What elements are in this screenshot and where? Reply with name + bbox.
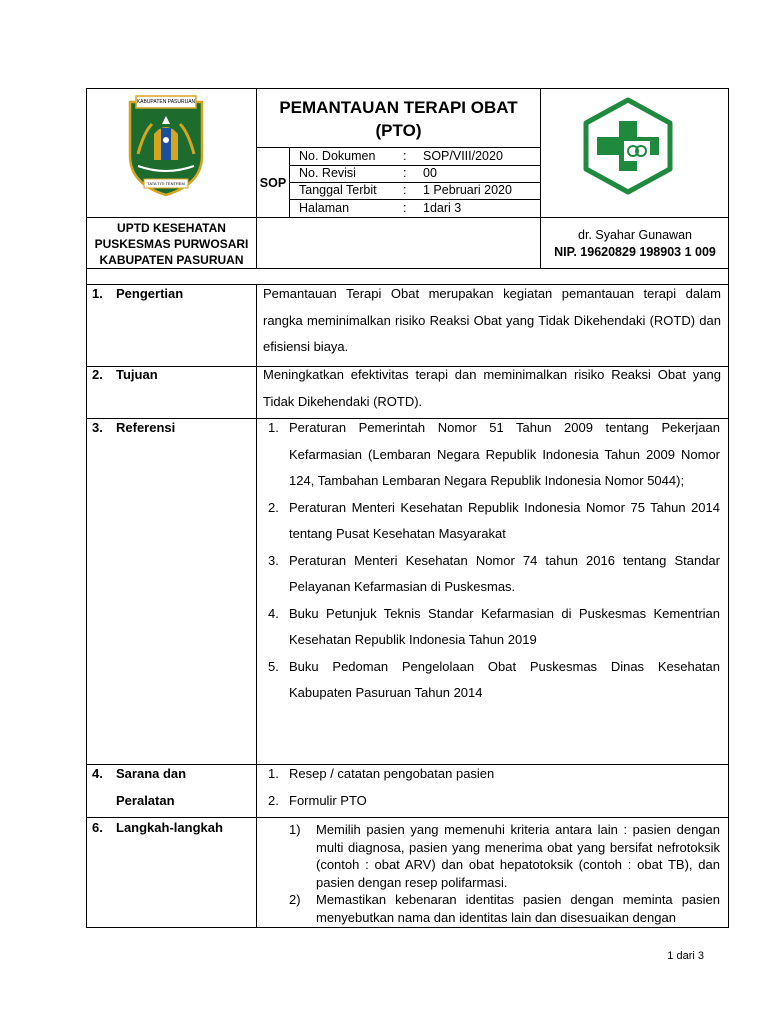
list-text: Buku Petunjuk Teknis Standar Kefarmasian di Puskesmas Kementrian Kesehatan Republik Indonesia Tahun 2019 xyxy=(289,605,720,647)
meta-value: 00 xyxy=(423,166,437,180)
list-text: Peraturan Pemerintah Nomor 51 Tahun 2009 tentang Pekerjaan Kefarmasian (Lembaran Negara Republik Indonesia Tahun 2009 Nomor 124, Tambahan Lembaran Negara Republik Indonesia Nomor 5044); xyxy=(289,420,720,488)
list-number: 1. xyxy=(268,766,279,781)
page-number: 1 dari 3 xyxy=(667,950,704,962)
meta-value: 1 Pebruari 2020 xyxy=(423,183,512,197)
section-number: 2. xyxy=(92,367,103,382)
signer-nip: NIP. 19620829 198903 1 009 xyxy=(554,245,716,259)
list-text: Resep / catatan pengobatan pasien xyxy=(289,766,495,781)
meta-label: Halaman xyxy=(299,201,350,215)
list-text: Buku Pedoman Pengelolaan Obat Puskesmas Dinas Kesehatan Kabupaten Pasuruan Tahun 2014 xyxy=(289,658,720,700)
emblem-banner-bottom: TATA TITI TENTREM xyxy=(147,181,185,186)
steps-list xyxy=(262,821,720,927)
section-label: Referensi xyxy=(116,420,176,435)
list-number: 1. xyxy=(268,420,279,435)
list-text: Memastikan kebenaran identitas pasien dengan meminta pasien menyebutkan nama dan identitas lain dan disesuaikan dengan xyxy=(316,892,720,925)
org-line1: UPTD KESEHATAN xyxy=(117,221,226,235)
list-number: 1) xyxy=(289,822,301,837)
section-label-referensi xyxy=(92,415,252,442)
signer-block xyxy=(541,227,729,261)
meta-value: SOP/VIII/2020 xyxy=(423,149,503,163)
list-text: Peraturan Menteri Kesehatan Republik Indonesia Nomor 75 Tahun 2014 tentang Pusat Kesehatan Masyarakat xyxy=(289,499,720,541)
list-item xyxy=(262,601,720,654)
section-label-langkah xyxy=(92,815,252,842)
list-item xyxy=(262,654,720,707)
meta-sep: : xyxy=(403,149,407,163)
emblem-banner-top: KABUPATEN PASURUAN xyxy=(136,99,196,105)
meta-label: No. Revisi xyxy=(299,166,356,180)
section-label-line1: Sarana dan xyxy=(116,766,187,781)
org-line3: KABUPATEN PASURUAN xyxy=(99,253,244,267)
list-text: Formulir PTO xyxy=(289,792,367,808)
section-label-sarana xyxy=(92,761,252,814)
list-item xyxy=(262,891,720,926)
page-title xyxy=(257,96,540,142)
section-label: Pengertian xyxy=(116,286,184,301)
list-item xyxy=(262,761,720,788)
meta-sep: : xyxy=(403,201,407,215)
list-item xyxy=(262,788,720,815)
section-text-pengertian: Pemantauan Terapi Obat merupakan kegiatan pemantauan terapi dalam rangka meminimalkan risiko Reaksi Obat yang Tidak Dikehendaki (ROTD) dan efisiensi biaya. xyxy=(263,286,721,354)
section-text-tujuan: Meningkatkan efektivitas terapi dan meminimalkan risiko Reaksi Obat yang Tidak Dikehendaki (ROTD). xyxy=(263,367,721,409)
section-label-tujuan xyxy=(92,362,252,389)
list-number: 2) xyxy=(289,892,301,907)
title-line1: PEMANTAUAN TERAPI OBAT xyxy=(279,98,518,117)
divider xyxy=(728,268,729,285)
divider xyxy=(86,268,87,285)
list-number: 3. xyxy=(268,552,279,568)
org-line2: PUSKESMAS PURWOSARI xyxy=(94,237,249,251)
divider xyxy=(256,284,257,928)
sop-label: SOP xyxy=(259,176,287,190)
kabupaten-emblem xyxy=(124,94,208,198)
meta-label: Tanggal Terbit xyxy=(299,183,377,197)
section-label: Tujuan xyxy=(116,367,158,382)
list-number: 4. xyxy=(268,605,279,621)
meta-label: No. Dokumen xyxy=(299,149,376,163)
meta-row-halaman xyxy=(299,201,539,217)
section-number: 1. xyxy=(92,286,103,301)
section-label: Langkah-langkah xyxy=(116,820,223,835)
list-number: 5. xyxy=(268,658,279,674)
list-number: 2. xyxy=(268,792,279,808)
list-item xyxy=(262,821,720,891)
meta-value: 1dari 3 xyxy=(423,201,462,215)
section-number: 6. xyxy=(92,820,103,835)
sarana-list xyxy=(262,761,720,814)
divider xyxy=(289,199,541,200)
reference-list xyxy=(262,415,720,707)
list-number: 2. xyxy=(268,499,279,515)
list-item xyxy=(262,548,720,601)
title-line2: (PTO) xyxy=(375,121,422,140)
puskesmas-logo xyxy=(582,97,674,195)
meta-row-no-dokumen xyxy=(299,149,539,165)
organization-name xyxy=(87,220,256,268)
list-text: Peraturan Menteri Kesehatan Nomor 74 tahun 2016 tentang Standar Pelayanan Kefarmasian di Puskesmas. xyxy=(289,552,720,594)
section-number: 4. xyxy=(92,766,103,781)
divider xyxy=(86,268,729,269)
meta-sep: : xyxy=(403,183,407,197)
divider xyxy=(86,217,729,218)
section-label-line2: Peralatan xyxy=(116,792,175,808)
meta-row-tanggal-terbit xyxy=(299,183,539,199)
meta-row-no-revisi xyxy=(299,166,539,182)
section-label-pengertian xyxy=(92,281,252,308)
list-item xyxy=(262,495,720,548)
list-text: Memilih pasien yang memenuhi kriteria antara lain : pasien dengan multi diagnosa, pasien yang menerima obat yang bersifat nefrotoksik (contoh : obat ARV) dan obat hepatotoksik (contoh : obat TB), dan pasien dengan resep polifarmasi. xyxy=(316,822,720,890)
meta-sep: : xyxy=(403,166,407,180)
list-item xyxy=(262,415,720,495)
signer-name: dr. Syahar Gunawan xyxy=(578,228,692,242)
divider xyxy=(256,147,541,148)
section-number: 3. xyxy=(92,420,103,435)
